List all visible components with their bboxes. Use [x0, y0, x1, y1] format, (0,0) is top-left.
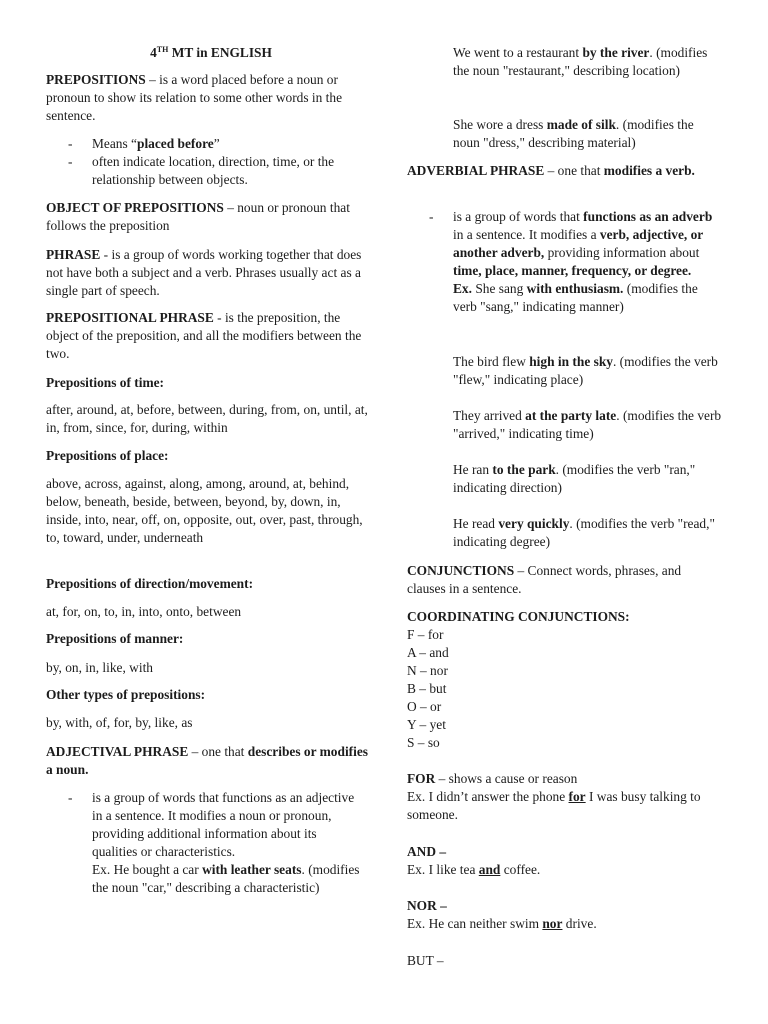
object-of-prepositions-definition: OBJECT OF PREPOSITIONS – noun or pronoun that follows the preposition [46, 200, 350, 233]
other-list: by, with, of, for, by, like, as [46, 715, 193, 730]
page-title: 4TH MT in ENGLISH [150, 45, 272, 60]
adverbial-example-direction: He ran to the park. (modifies the verb "ran," indicating direction) [453, 462, 696, 495]
and-section: AND – Ex. I like tea and coffee. [407, 844, 541, 877]
other-heading: Other types of prepositions: [46, 687, 206, 702]
place-heading: Prepositions of place: [46, 448, 169, 463]
adjectival-example-3: She wore a dress made of silk. (modifies the noun "dress," describing material) [453, 117, 694, 150]
manner-list: by, on, in, like, with [46, 660, 153, 675]
phrase-definition: PHRASE - is a group of words working together that does not have both a subject and a verb. Phrases usually act as a single part of speech. [46, 247, 362, 298]
place-list: above, across, against, along, among, around, at, behind, below, beneath, beside, between, beyond, by, down, in, inside, into, near, off, on, opposite, out, over, past, through, to, toward, under, underneath [46, 476, 363, 545]
list-item: B – but [407, 681, 447, 696]
document-page: 4TH MT in ENGLISH PREPOSITIONS – is a word placed before a noun or pronoun to show its relation to some other words in the sentence. - Means “placed before” - often indicate location, direction, time, or the relationship between objects. OBJECT OF PREPOSITIONS – noun or pronoun that follows the preposition PHRASE - is a group of words working together that does not have both a subject and a verb. Phrases usually act as a single part of speech. PREPOSITIONAL PHRASE - is the preposition, the object of the preposition, and all the modifiers between the two. Prepositions of time: after, around, at, before, between, during, from, on, until, at, in, from, since, for, during, within Prepositions of place: above, across, against, along, among, around, at, behind, below, beneath, beside, between, beyond, by, down, in, inside, into, near, off, on, opposite, out, over, past, through, to, toward, under, underneath Prepositions of direction/movement: at, for, on, to, in, into, onto, between Prepositions of manner: by, on, in, like, with Other types of prepositions: by, with, of, for, by, like, as ADJECTIVAL PHRASE – one that describes or modifies a noun. - is a group of words that functions as an adjective in a sentence. It modifies a noun or pronoun, providing additional information about its qualities or characteristics. Ex. He bought a car with leather seats. (modifies the noun "car," describing a characteristic) We went to a restaurant by the river. (modifies the noun "restaurant," describing location) She wore a dress made of silk. (modifies the noun "dress," describing material) ADVERBIAL PHRASE – one that modifies a verb. - is a group of words that functions as an adverb in a sentence. It modifies a verb, adjective, or another adverb, providing information about time, place, manner, frequency, or degree. Ex. She sang with enthusiasm. (modifies the verb "sang," indicating manner) The bird flew high in the sky. (modifies the verb "flew," indicating place) They arrived at the party late. (modifies the verb "arrived," indicating time) He ran to the park. (modifies the verb "ran," indicating direction) He read very quickly. (modifies the verb "read," indicating degree) CONJUNCTIONS – Connect words, phrases, and clauses in a sentence. COORDINATING CONJUNCTIONS: F – for A – and N – nor B – but O – or Y – yet S – so FOR – shows a cause or reason Ex. I didn’t answer the phone for I was busy talking to someone. AND – Ex. I like tea and coffee. NOR – Ex. He can neither swim nor drive. BUT – [46, 45, 722, 968]
adverbial-example-place: The bird flew high in the sky. (modifies the verb "flew," indicating place) [453, 354, 718, 387]
conjunctions-definition: CONJUNCTIONS – Connect words, phrases, and clauses in a sentence. [407, 563, 682, 596]
direction-list: at, for, on, to, in, into, onto, between [46, 604, 242, 619]
adjectival-example-2: We went to a restaurant by the river. (modifies the noun "restaurant," describing location) [453, 45, 708, 78]
list-item: N – nor [407, 663, 448, 678]
prepositions-definition: PREPOSITIONS – is a word placed before a noun or pronoun to show its relation to some other words in the sentence. [46, 72, 343, 123]
list-item: A – and [407, 645, 449, 660]
for-section: FOR – shows a cause or reason Ex. I didn’t answer the phone for I was busy talking to someone. [407, 771, 701, 822]
but-section: BUT – [407, 953, 444, 968]
adverbial-example-time: They arrived at the party late. (modifies the verb "arrived," indicating time) [453, 408, 722, 441]
adverbial-example-degree: He read very quickly. (modifies the verb "read," indicating degree) [453, 516, 715, 549]
nor-section: NOR – Ex. He can neither swim nor drive. [407, 898, 597, 931]
direction-heading: Prepositions of direction/movement: [46, 576, 254, 591]
list-item: O – or [407, 699, 442, 714]
list-item: F – for [407, 627, 444, 642]
adverbial-phrase-definition: ADVERBIAL PHRASE – one that modifies a verb. [407, 163, 695, 178]
time-heading: Prepositions of time: [46, 375, 165, 390]
coordinating-heading: COORDINATING CONJUNCTIONS: [407, 609, 630, 624]
list-item: Y – yet [407, 717, 446, 732]
fanboys-list [407, 626, 723, 752]
list-item: S – so [407, 735, 440, 750]
prepositional-phrase-definition: PREPOSITIONAL PHRASE - is the preposition, the object of the preposition, and all the modifiers between the two. [46, 310, 362, 361]
manner-heading: Prepositions of manner: [46, 631, 184, 646]
adjectival-phrase-definition: ADJECTIVAL PHRASE – one that describes or modifies a noun. [46, 744, 369, 777]
time-list: after, around, at, before, between, during, from, on, until, at, in, from, since, for, during, within [46, 402, 368, 435]
